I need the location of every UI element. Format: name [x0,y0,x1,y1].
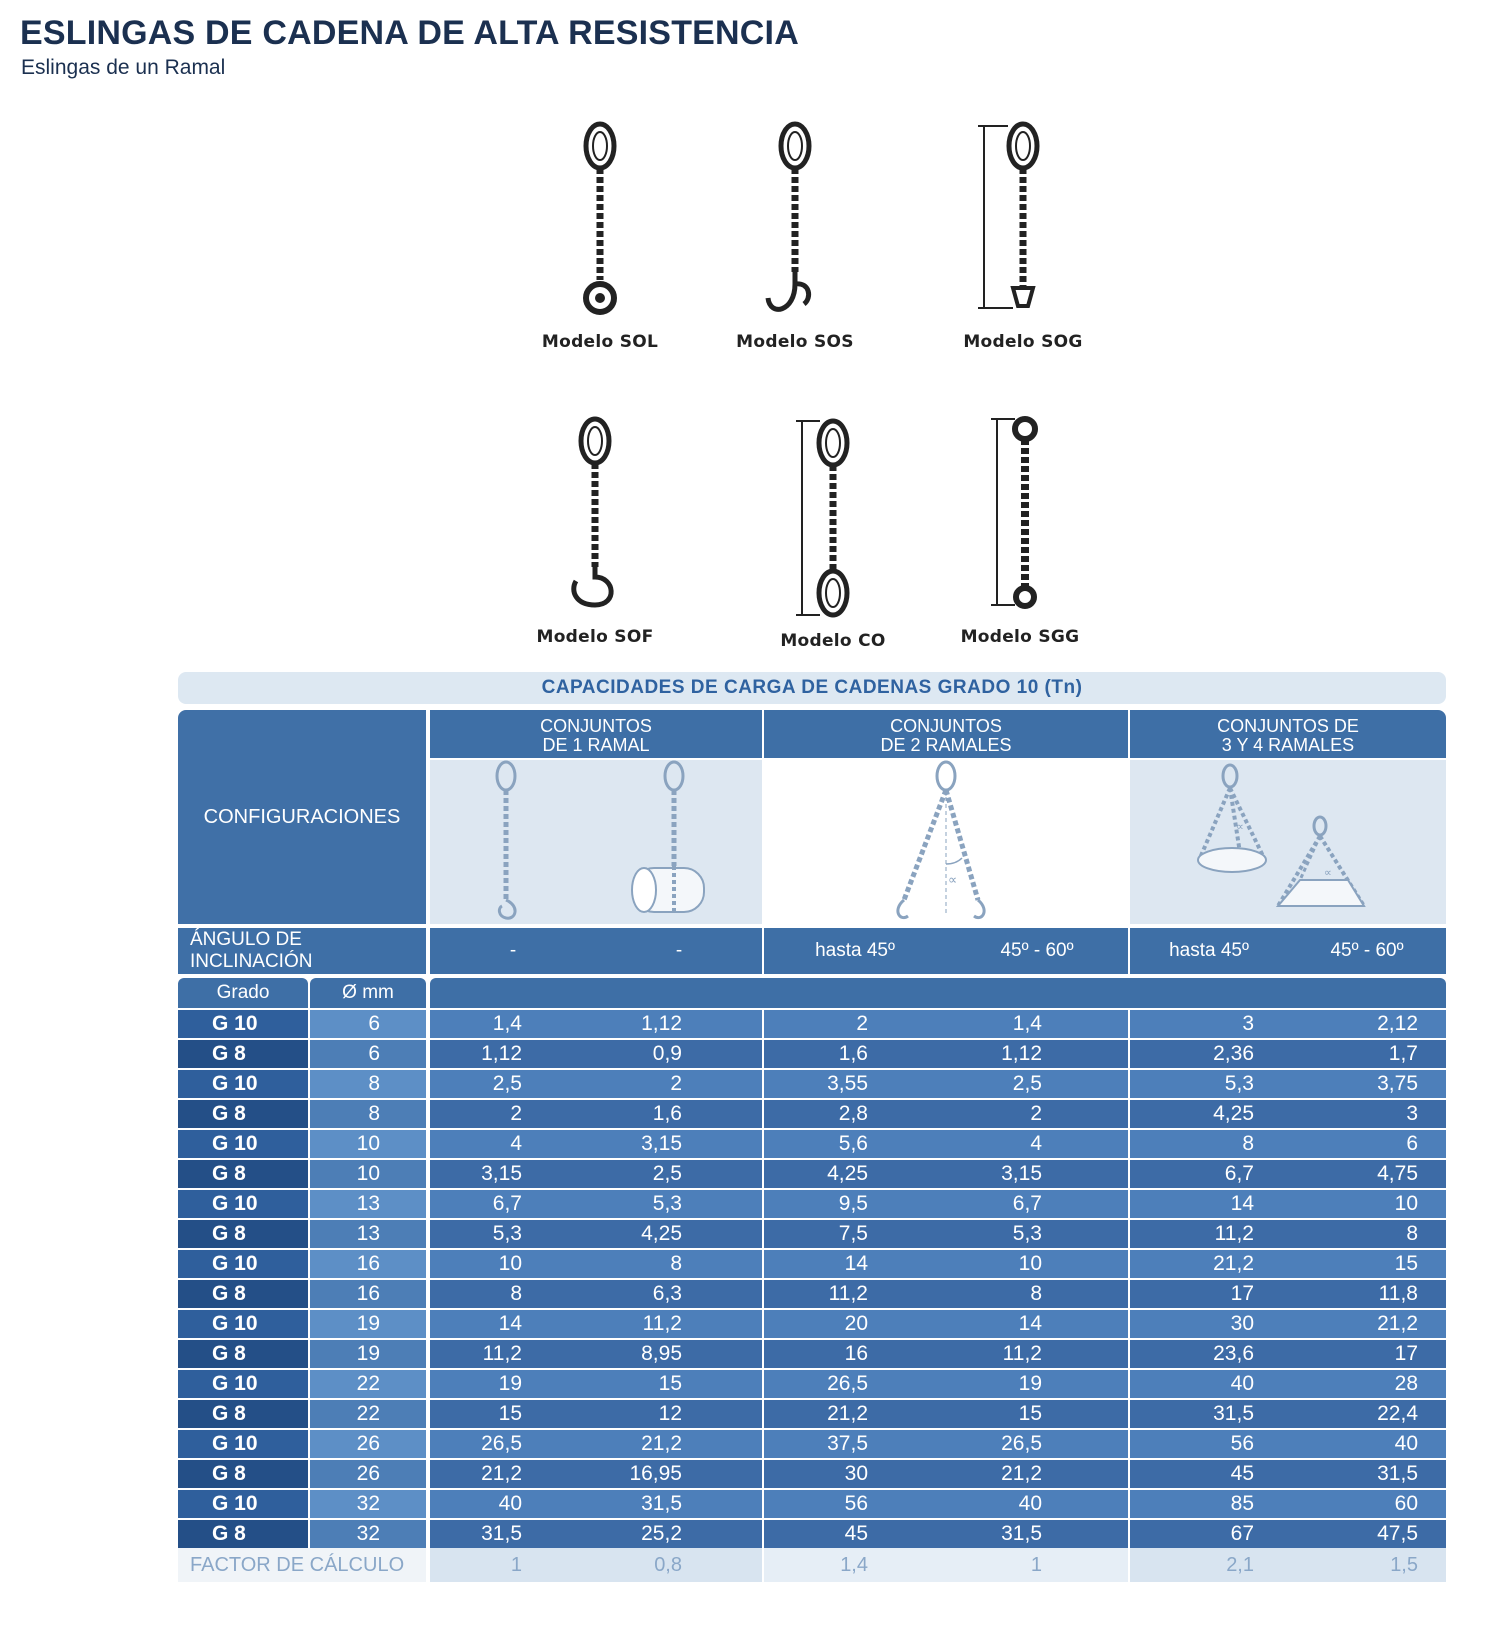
diameter-cell: 16 [310,1280,426,1308]
single-leg-master-link-eye-hook-icon [505,112,695,327]
table-row [178,1310,1446,1338]
capacity-value: 40 [1230,1372,1254,1395]
capacity-value: 22,4 [1377,1402,1418,1425]
capacity-value: 2 [856,1012,868,1035]
model-sog [928,112,1118,352]
capacity-value: 6,7 [1012,1192,1042,1215]
capacity-value: 2,8 [838,1102,868,1125]
group-header-1-leg [430,710,762,760]
table-row [178,1250,1446,1278]
page-title: ESLINGAS DE CADENA DE ALTA RESISTENCIA [20,14,799,52]
capacity-value: 2,5 [492,1072,522,1095]
factor-1-leg [430,1548,762,1582]
table-row [178,1340,1446,1368]
value-block [430,1040,762,1068]
double-master-link-chain-icon [738,409,928,624]
grado-cell: G 8 [178,1220,308,1248]
capacity-value: 3,75 [1377,1072,1418,1095]
capacity-value: 14 [844,1252,868,1275]
capacity-value: 6,3 [652,1282,682,1305]
value-block [1130,1250,1446,1278]
value-block [430,1430,762,1458]
value-block [764,1100,1128,1128]
capacity-value: 56 [1230,1432,1254,1455]
grado-cell: G 10 [178,1490,308,1518]
grado-cell: G 8 [178,1400,308,1428]
value-block [764,1370,1128,1398]
capacity-value: 15 [498,1402,522,1425]
capacity-value: 19 [498,1372,522,1395]
capacity-value: 9,5 [838,1192,868,1215]
group-1-line1: CONJUNTOS [540,716,652,736]
factor-value: 1,5 [1390,1554,1418,1576]
table-row [178,1190,1446,1218]
capacity-value: 6,7 [492,1192,522,1215]
capacity-value: 26,5 [1001,1432,1042,1455]
value-block [1130,1010,1446,1038]
capacity-value: 2,5 [652,1162,682,1185]
capacity-value: 2,12 [1377,1012,1418,1035]
table-row [178,1100,1446,1128]
capacity-value: 10 [1394,1192,1418,1215]
value-block [764,1010,1128,1038]
diameter-cell: 13 [310,1220,426,1248]
grado-cell: G 8 [178,1460,308,1488]
table-row [178,1430,1446,1458]
two-legs-sling-diagram-icon [764,760,1128,924]
capacity-value: 11,2 [642,1312,682,1335]
capacity-value: 15 [1394,1252,1418,1275]
capacity-value: 3,15 [481,1162,522,1185]
diameter-cell: 26 [310,1430,426,1458]
angle-value: hasta 45º [1169,940,1249,961]
capacity-value: 5,3 [492,1222,522,1245]
alpha-symbol-cone: ∝ [1236,820,1244,833]
diameter-cell: 16 [310,1250,426,1278]
value-block [430,1460,762,1488]
value-block [764,1040,1128,1068]
capacity-value: 21,2 [1001,1462,1042,1485]
grado-cell: G 8 [178,1280,308,1308]
factor-value: 1 [1030,1554,1042,1576]
single-leg-foundry-hook-icon [500,407,690,622]
value-block [430,1340,762,1368]
double-grab-chain-icon [925,407,1115,622]
value-block [430,1370,762,1398]
capacity-value: 3 [1242,1012,1254,1035]
capacity-value: 8 [510,1282,522,1305]
capacity-value: 4,75 [1377,1162,1418,1185]
value-block [764,1130,1128,1158]
table-row [178,1070,1446,1098]
angle-value: - [509,940,517,961]
group-2-line1: CONJUNTOS [890,716,1002,736]
angle-2-legs [764,928,1128,974]
value-block [430,1190,762,1218]
diameter-cell: 19 [310,1310,426,1338]
capacity-value: 4,25 [1213,1102,1254,1125]
model-co [738,409,928,649]
diameter-cell: 22 [310,1400,426,1428]
diameter-cell: 8 [310,1100,426,1128]
factor-2-legs [764,1548,1128,1582]
table-row [178,1220,1446,1248]
diameter-cell: 6 [310,1040,426,1068]
value-block [1130,1400,1446,1428]
value-block [430,1070,762,1098]
angle-1-leg [430,928,762,974]
capacity-value: 6,7 [1224,1162,1254,1185]
table-row [178,1370,1446,1398]
diameter-cell: 22 [310,1370,426,1398]
grado-cell: G 8 [178,1160,308,1188]
capacity-value: 14 [1230,1192,1254,1215]
capacity-value: 45 [1230,1462,1254,1485]
capacity-value: 14 [1018,1312,1042,1335]
capacity-value: 4,25 [641,1222,682,1245]
value-block [764,1160,1128,1188]
value-block [1130,1040,1446,1068]
capacity-value: 11,2 [1002,1342,1042,1365]
value-block [430,1100,762,1128]
capacity-value: 20 [844,1312,868,1335]
value-block [430,1520,762,1548]
capacity-value: 21,2 [641,1432,682,1455]
factor-3-4-legs [1130,1548,1446,1582]
single-leg-sling-hook-icon [700,112,890,327]
value-block [764,1220,1128,1248]
capacity-value: 1,7 [1388,1042,1418,1065]
capacity-value: 10 [498,1252,522,1275]
one-leg-sling-diagram-icon [430,760,762,924]
grado-cell: G 10 [178,1130,308,1158]
value-block [430,1490,762,1518]
capacity-value: 1,12 [1001,1042,1042,1065]
capacity-value: 11,2 [828,1282,868,1305]
capacity-value: 16,95 [629,1462,682,1485]
angle-3-4-legs [1130,928,1446,974]
one-leg-config-image [430,760,762,924]
value-block [1130,1160,1446,1188]
capacity-value: 5,6 [838,1132,868,1155]
model-sol-label: Modelo SOL [541,332,659,352]
value-block [1130,1100,1446,1128]
capacity-value: 23,6 [1213,1342,1254,1365]
factor-label: FACTOR DE CÁLCULO [178,1548,426,1582]
capacity-value: 1,12 [641,1012,682,1035]
capacity-value: 1,6 [652,1102,682,1125]
table-row [178,1160,1446,1188]
diameter-cell: 6 [310,1010,426,1038]
capacity-value: 31,5 [1001,1522,1042,1545]
angle-value: - [675,940,683,961]
model-sgg-label: Modelo SGG [960,627,1080,647]
capacity-table [178,672,1446,1592]
model-co-label: Modelo CO [780,631,886,651]
capacity-value: 60 [1394,1492,1418,1515]
value-block [1130,1310,1446,1338]
capacity-value: 0,9 [652,1042,682,1065]
capacity-value: 2 [510,1102,522,1125]
capacity-value: 7,5 [838,1222,868,1245]
capacity-value: 16 [844,1342,868,1365]
capacity-value: 30 [1230,1312,1254,1335]
capacity-value: 31,5 [1377,1462,1418,1485]
capacity-value: 4,25 [827,1162,868,1185]
capacity-value: 37,5 [827,1432,868,1455]
value-block [430,1280,762,1308]
factor-value: 1 [510,1554,522,1576]
capacity-value: 14 [498,1312,522,1335]
value-block [430,1130,762,1158]
capacity-value: 21,2 [481,1462,522,1485]
group-header-2-legs [764,710,1128,760]
capacity-value: 17 [1230,1282,1254,1305]
capacity-value: 67 [1230,1522,1254,1545]
value-block [430,1250,762,1278]
capacity-value: 11,2 [1214,1222,1254,1245]
value-block [1130,1220,1446,1248]
diameter-cell: 26 [310,1460,426,1488]
configurations-label: CONFIGURACIONES [203,805,401,828]
value-block [1130,1430,1446,1458]
grado-cell: G 10 [178,1070,308,1098]
capacity-value: 3,15 [1001,1162,1042,1185]
capacity-value: 11,8 [1378,1282,1418,1305]
value-block [764,1250,1128,1278]
table-row [178,1400,1446,1428]
single-leg-shortening-grab-icon [928,112,1118,327]
capacity-value: 56 [844,1492,868,1515]
capacity-value: 8 [1406,1222,1418,1245]
grado-cell: G 10 [178,1370,308,1398]
diameter-cell: 32 [310,1520,426,1548]
capacity-value: 4 [510,1132,522,1155]
diameter-column-header: Ø mm [310,978,426,1008]
grado-cell: G 8 [178,1520,308,1548]
grado-cell: G 10 [178,1190,308,1218]
diameter-cell: 10 [310,1130,426,1158]
configurations-header [178,710,426,924]
angle-label-cell [178,928,426,974]
table-row [178,1280,1446,1308]
value-block [430,1220,762,1248]
grado-cell: G 8 [178,1040,308,1068]
model-sof [500,407,690,647]
three-four-legs-config-image [1130,760,1446,924]
diameter-cell: 13 [310,1190,426,1218]
factor-value: 0,8 [654,1554,682,1576]
capacity-value: 31,5 [481,1522,522,1545]
value-block [430,1160,762,1188]
capacity-value: 47,5 [1377,1522,1418,1545]
capacity-value: 8 [1030,1282,1042,1305]
table-row [178,1010,1446,1038]
angle-value: 45º - 60º [1000,940,1074,961]
model-sof-label: Modelo SOF [536,627,654,647]
value-block [1130,1520,1446,1548]
capacity-value: 28 [1394,1372,1418,1395]
two-legs-config-image [764,760,1128,924]
capacity-value: 2 [670,1072,682,1095]
grado-column-header: Grado [178,978,308,1008]
value-block [1130,1130,1446,1158]
capacity-value: 40 [1394,1432,1418,1455]
table-row [178,1130,1446,1158]
grado-cell: G 10 [178,1010,308,1038]
table-title: CAPACIDADES DE CARGA DE CADENAS GRADO 10 (Tn) [178,672,1446,704]
value-block [764,1520,1128,1548]
capacity-value: 1,12 [481,1042,522,1065]
capacity-value: 8,95 [641,1342,682,1365]
capacity-value: 5,3 [652,1192,682,1215]
value-header-band [430,978,1446,1008]
group-header-3-4-legs [1130,710,1446,760]
grado-cell: G 10 [178,1250,308,1278]
capacity-value: 2 [1030,1102,1042,1125]
value-block [430,1010,762,1038]
model-sol [505,112,695,352]
value-block [1130,1370,1446,1398]
capacity-value: 10 [1018,1252,1042,1275]
capacity-value: 85 [1230,1492,1254,1515]
value-block [764,1070,1128,1098]
page-subtitle: Eslingas de un Ramal [21,56,226,79]
capacity-value: 1,4 [492,1012,522,1035]
model-sos [700,112,890,352]
capacity-value: 8 [1242,1132,1254,1155]
value-block [430,1400,762,1428]
group-3-line1: CONJUNTOS DE [1217,716,1359,736]
value-block [764,1460,1128,1488]
capacity-value: 26,5 [481,1432,522,1455]
model-sos-label: Modelo SOS [736,332,854,352]
capacity-value: 3,55 [827,1072,868,1095]
diameter-cell: 19 [310,1340,426,1368]
model-sgg [925,407,1115,647]
value-block [430,1310,762,1338]
capacity-value: 31,5 [641,1492,682,1515]
model-sog-label: Modelo SOG [963,332,1083,352]
value-block [764,1280,1128,1308]
capacity-value: 17 [1394,1342,1418,1365]
grado-cell: G 10 [178,1430,308,1458]
capacity-value: 15 [1018,1402,1042,1425]
value-block [1130,1190,1446,1218]
alpha-symbol-2-legs: ∝ [948,873,958,888]
angle-value: hasta 45º [815,940,895,961]
value-block [764,1340,1128,1368]
group-3-line2: 3 Y 4 RAMALES [1221,735,1355,755]
capacity-value: 11,2 [482,1342,522,1365]
table-row [178,1040,1446,1068]
capacity-value: 6 [1406,1132,1418,1155]
capacity-value: 4 [1030,1132,1042,1155]
value-block [1130,1490,1446,1518]
capacity-value: 21,2 [827,1402,868,1425]
diameter-cell: 8 [310,1070,426,1098]
angle-value: 45º - 60º [1330,940,1404,961]
capacity-value: 30 [844,1462,868,1485]
angle-label: ÁNGULO DE INCLINACIÓN [190,929,313,972]
alpha-symbol-pyramid: ∝ [1324,866,1332,879]
capacity-value: 19 [1018,1372,1042,1395]
value-block [1130,1070,1446,1098]
value-block [764,1430,1128,1458]
diameter-cell: 32 [310,1490,426,1518]
grado-cell: G 10 [178,1310,308,1338]
capacity-value: 5,3 [1012,1222,1042,1245]
value-block [1130,1340,1446,1368]
factor-row [178,1548,1446,1582]
capacity-value: 45 [844,1522,868,1545]
capacity-value: 40 [498,1492,522,1515]
capacity-value: 2,5 [1012,1072,1042,1095]
capacity-value: 3,15 [641,1132,682,1155]
factor-value: 2,1 [1226,1554,1254,1576]
group-2-line2: DE 2 RAMALES [880,735,1012,755]
capacity-value: 26,5 [827,1372,868,1395]
capacity-value: 1,4 [1012,1012,1042,1035]
capacity-value: 5,3 [1224,1072,1254,1095]
factor-value: 1,4 [840,1554,868,1576]
diameter-cell: 10 [310,1160,426,1188]
capacity-value: 2,36 [1213,1042,1254,1065]
capacity-value: 25,2 [641,1522,682,1545]
table-row [178,1520,1446,1548]
group-1-line2: DE 1 RAMAL [542,735,650,755]
capacity-value: 21,2 [1213,1252,1254,1275]
grado-cell: G 8 [178,1340,308,1368]
grado-cell: G 8 [178,1100,308,1128]
capacity-value: 3 [1406,1102,1418,1125]
value-block [764,1490,1128,1518]
value-block [1130,1280,1446,1308]
capacity-value: 8 [670,1252,682,1275]
value-block [764,1310,1128,1338]
value-block [764,1400,1128,1428]
capacity-value: 12 [658,1402,682,1425]
multi-leg-sling-diagram-icon [1130,760,1446,924]
table-row [178,1490,1446,1518]
capacity-value: 21,2 [1377,1312,1418,1335]
value-block [764,1190,1128,1218]
capacity-value: 1,6 [838,1042,868,1065]
capacity-value: 31,5 [1213,1402,1254,1425]
value-block [1130,1460,1446,1488]
table-row [178,1460,1446,1488]
capacity-value: 40 [1018,1492,1042,1515]
capacity-value: 15 [658,1372,682,1395]
